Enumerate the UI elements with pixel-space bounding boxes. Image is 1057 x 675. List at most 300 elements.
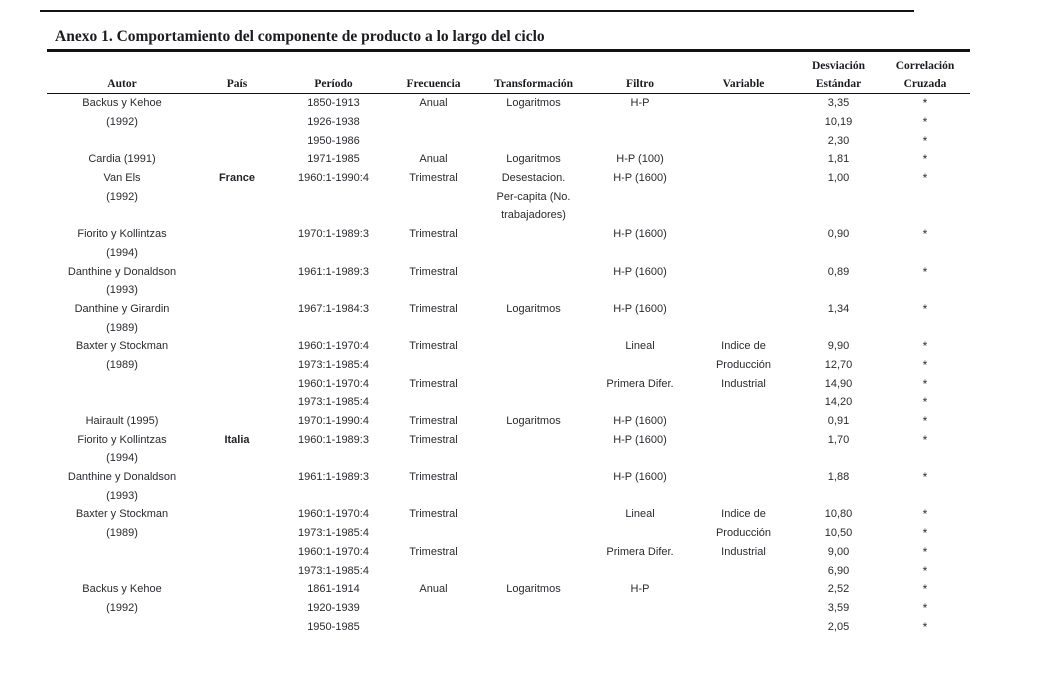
row3-cell-filtro <box>590 131 690 150</box>
row15-cell-periodo: 1973:1-1985:4 <box>298 358 369 371</box>
row7-cell-transformacion: trabajadores) <box>501 209 566 222</box>
top-horizontal-rule <box>40 10 914 12</box>
row26-cell-desviacion_estandar: 6,90 <box>827 564 850 577</box>
row13-cell-pais <box>197 318 277 337</box>
row18-cell-filtro: H-P (1600) <box>613 415 667 428</box>
row29-cell-periodo: 1950-1985 <box>307 620 360 633</box>
row17-cell-filtro <box>590 393 690 412</box>
row20-cell-correlacion_cruzada <box>880 449 970 468</box>
row11-cell-periodo <box>277 281 390 300</box>
row14-cell-frecuencia: Trimestral <box>409 340 458 353</box>
row6-cell-pais <box>197 187 277 206</box>
row8-cell-variable <box>690 225 797 244</box>
row22-cell-correlacion_cruzada <box>880 486 970 505</box>
row18-cell-transformacion: Logaritmos <box>506 415 561 428</box>
row19-cell-pais: Italia <box>224 433 250 446</box>
row23-cell-filtro: Lineal <box>625 508 655 521</box>
header1-cell-transformacion <box>477 51 590 73</box>
row3-cell-transformacion <box>477 131 590 150</box>
row24-cell-variable: Producción <box>715 527 772 540</box>
row21-cell-transformacion <box>477 468 590 487</box>
row2-cell-autor: (1992) <box>106 116 138 129</box>
row23-cell-pais <box>197 505 277 524</box>
header1-cell-filtro <box>590 51 690 73</box>
row22-cell-variable <box>690 486 797 505</box>
row16-cell-variable: Industrial <box>721 377 766 390</box>
row19-cell-transformacion <box>477 430 590 449</box>
row27-cell-variable <box>690 580 797 599</box>
row22-cell-transformacion <box>477 486 590 505</box>
row8-cell-filtro: H-P (1600) <box>613 228 667 241</box>
row16-cell-pais <box>197 374 277 393</box>
row16-cell-desviacion_estandar: 14,90 <box>824 377 853 390</box>
row10-cell-frecuencia: Trimestral <box>409 265 458 278</box>
row23-cell-frecuencia: Trimestral <box>409 508 458 521</box>
row24-cell-periodo: 1973:1-1985:4 <box>298 527 369 540</box>
row16-cell-autor <box>47 374 197 393</box>
table-row <box>47 244 970 263</box>
row12-cell-transformacion: Logaritmos <box>506 302 561 315</box>
row15-cell-filtro <box>590 356 690 375</box>
row20-cell-frecuencia <box>390 449 477 468</box>
header-row-1 <box>47 51 970 73</box>
row12-cell-desviacion_estandar: 1,34 <box>827 302 850 315</box>
row26-cell-autor <box>47 561 197 580</box>
row22-cell-pais <box>197 486 277 505</box>
row25-cell-variable: Industrial <box>721 545 766 558</box>
row14-cell-filtro: Lineal <box>625 340 655 353</box>
row26-cell-frecuencia <box>390 561 477 580</box>
row26-cell-pais <box>197 561 277 580</box>
header-row-2 <box>47 72 970 94</box>
row5-cell-transformacion: Desestacion. <box>501 172 566 185</box>
row4-cell-variable <box>690 150 797 169</box>
row29-cell-filtro <box>590 617 690 636</box>
row12-cell-frecuencia: Trimestral <box>409 302 458 315</box>
row19-cell-filtro: H-P (1600) <box>613 433 667 446</box>
row19-cell-periodo: 1960:1-1989:3 <box>298 433 369 446</box>
row12-cell-variable <box>690 300 797 319</box>
row18-cell-frecuencia: Trimestral <box>409 415 458 428</box>
header1-cell-variable <box>690 51 797 73</box>
row21-cell-filtro: H-P (1600) <box>613 471 667 484</box>
table-row <box>47 225 970 244</box>
row7-cell-frecuencia <box>390 206 477 225</box>
table-row <box>47 187 970 206</box>
row1-cell-filtro: H-P <box>630 97 650 110</box>
row29-cell-desviacion_estandar: 2,05 <box>827 620 850 633</box>
header2-cell-pais: País <box>197 72 277 94</box>
row8-cell-pais <box>197 225 277 244</box>
header1-cell-periodo <box>277 51 390 73</box>
row8-cell-transformacion <box>477 225 590 244</box>
row22-cell-desviacion_estandar <box>797 486 880 505</box>
row12-cell-periodo: 1967:1-1984:3 <box>298 302 369 315</box>
row2-cell-desviacion_estandar: 10,19 <box>824 116 853 129</box>
row3-cell-periodo: 1950-1986 <box>307 134 360 147</box>
row22-cell-periodo <box>277 486 390 505</box>
header1-cell-frecuencia <box>390 51 477 73</box>
row21-cell-correlacion_cruzada: * <box>922 470 928 485</box>
row16-cell-filtro: Primera Difer. <box>606 377 674 390</box>
row2-cell-variable <box>690 113 797 132</box>
row4-cell-frecuencia: Anual <box>419 153 448 166</box>
row15-cell-autor: (1989) <box>106 358 138 371</box>
row19-cell-desviacion_estandar: 1,70 <box>827 433 850 446</box>
header2-cell-periodo: Período <box>277 72 390 94</box>
row24-cell-filtro <box>590 524 690 543</box>
row13-cell-filtro <box>590 318 690 337</box>
row10-cell-variable <box>690 262 797 281</box>
row19-cell-correlacion_cruzada: * <box>922 432 928 447</box>
row3-cell-desviacion_estandar: 2,30 <box>827 134 850 147</box>
table-row <box>47 430 970 449</box>
row14-cell-transformacion <box>477 337 590 356</box>
row20-cell-filtro <box>590 449 690 468</box>
table-row <box>47 486 970 505</box>
row11-cell-frecuencia <box>390 281 477 300</box>
row10-cell-correlacion_cruzada: * <box>922 264 928 279</box>
row27-cell-transformacion: Logaritmos <box>506 583 561 596</box>
table-row <box>47 449 970 468</box>
row23-cell-correlacion_cruzada: * <box>922 507 928 522</box>
row16-cell-frecuencia: Trimestral <box>409 377 458 390</box>
row8-cell-autor: Fiorito y Kollintzas <box>77 228 167 241</box>
row22-cell-frecuencia <box>390 486 477 505</box>
row21-cell-pais <box>197 468 277 487</box>
row19-cell-frecuencia: Trimestral <box>409 433 458 446</box>
row15-cell-transformacion <box>477 356 590 375</box>
row11-cell-correlacion_cruzada <box>880 281 970 300</box>
row14-cell-autor: Baxter y Stockman <box>75 340 169 353</box>
header2-cell-correlacion_cruzada: Cruzada <box>880 72 970 94</box>
row4-cell-transformacion: Logaritmos <box>506 153 561 166</box>
row20-cell-autor: (1994) <box>106 452 138 465</box>
row29-cell-frecuencia <box>390 617 477 636</box>
row24-cell-pais <box>197 524 277 543</box>
row15-cell-frecuencia <box>390 356 477 375</box>
row23-cell-autor: Baxter y Stockman <box>75 508 169 521</box>
row10-cell-periodo: 1961:1-1989:3 <box>298 265 369 278</box>
table-row <box>47 337 970 356</box>
row12-cell-pais <box>197 300 277 319</box>
row23-cell-desviacion_estandar: 10,80 <box>824 508 853 521</box>
row24-cell-desviacion_estandar: 10,50 <box>824 527 853 540</box>
row2-cell-correlacion_cruzada: * <box>922 115 928 130</box>
row29-cell-correlacion_cruzada: * <box>922 619 928 634</box>
table-title: Anexo 1. Comportamiento del componente de producto a lo largo del ciclo <box>55 28 545 45</box>
row1-cell-correlacion_cruzada: * <box>922 96 928 111</box>
row21-cell-variable <box>690 468 797 487</box>
row5-cell-variable <box>690 169 797 188</box>
row25-cell-periodo: 1960:1-1970:4 <box>298 545 369 558</box>
row6-cell-transformacion: Per-capita (No. <box>496 190 571 203</box>
row9-cell-filtro <box>590 244 690 263</box>
row9-cell-autor: (1994) <box>106 246 138 259</box>
row6-cell-variable <box>690 187 797 206</box>
row4-cell-desviacion_estandar: 1,81 <box>827 153 850 166</box>
row25-cell-filtro: Primera Difer. <box>606 545 674 558</box>
row1-cell-autor: Backus y Kehoe <box>82 97 162 110</box>
row7-cell-correlacion_cruzada <box>880 206 970 225</box>
row17-cell-pais <box>197 393 277 412</box>
row10-cell-desviacion_estandar: 0,89 <box>827 265 850 278</box>
table-row <box>47 524 970 543</box>
row25-cell-desviacion_estandar: 9,00 <box>827 545 850 558</box>
table-row <box>47 505 970 524</box>
row28-cell-correlacion_cruzada: * <box>922 600 928 615</box>
row13-cell-periodo <box>277 318 390 337</box>
row17-cell-frecuencia <box>390 393 477 412</box>
row19-cell-autor: Fiorito y Kollintzas <box>77 433 167 446</box>
row10-cell-transformacion <box>477 262 590 281</box>
row28-cell-periodo: 1920-1939 <box>307 601 360 614</box>
row12-cell-filtro: H-P (1600) <box>613 302 667 315</box>
row29-cell-pais <box>197 617 277 636</box>
row25-cell-transformacion <box>477 543 590 562</box>
row14-cell-desviacion_estandar: 9,90 <box>827 340 850 353</box>
row2-cell-transformacion <box>477 113 590 132</box>
row18-cell-correlacion_cruzada: * <box>922 414 928 429</box>
row5-cell-filtro: H-P (1600) <box>613 172 667 185</box>
row18-cell-periodo: 1970:1-1990:4 <box>298 415 369 428</box>
table-row <box>47 580 970 599</box>
row25-cell-pais <box>197 543 277 562</box>
row24-cell-autor: (1989) <box>106 527 138 540</box>
row28-cell-frecuencia <box>390 599 477 618</box>
row19-cell-variable <box>690 430 797 449</box>
row13-cell-variable <box>690 318 797 337</box>
row15-cell-variable: Producción <box>715 358 772 371</box>
row21-cell-frecuencia: Trimestral <box>409 471 458 484</box>
row5-cell-periodo: 1960:1-1990:4 <box>298 172 369 185</box>
row4-cell-periodo: 1971-1985 <box>307 153 360 166</box>
row5-cell-pais: France <box>218 172 256 185</box>
header2-cell-autor: Autor <box>47 72 197 94</box>
table-row <box>47 543 970 562</box>
row8-cell-correlacion_cruzada: * <box>922 227 928 242</box>
row14-cell-correlacion_cruzada: * <box>922 339 928 354</box>
row18-cell-autor: Hairault (1995) <box>85 415 159 428</box>
row3-cell-frecuencia <box>390 131 477 150</box>
row28-cell-filtro <box>590 599 690 618</box>
row21-cell-autor: Danthine y Donaldson <box>67 471 177 484</box>
row17-cell-correlacion_cruzada: * <box>922 395 928 410</box>
row10-cell-autor: Danthine y Donaldson <box>67 265 177 278</box>
row17-cell-desviacion_estandar: 14,20 <box>824 396 853 409</box>
row13-cell-correlacion_cruzada <box>880 318 970 337</box>
row4-cell-filtro: H-P (100) <box>616 153 664 166</box>
row11-cell-filtro <box>590 281 690 300</box>
row14-cell-variable: Indice de <box>721 340 766 353</box>
row5-cell-correlacion_cruzada: * <box>922 171 928 186</box>
row18-cell-pais <box>197 412 277 431</box>
header1-cell-correlacion_cruzada: Correlación <box>895 60 955 72</box>
row3-cell-pais <box>197 131 277 150</box>
row27-cell-filtro: H-P <box>630 583 650 596</box>
row29-cell-transformacion <box>477 617 590 636</box>
row17-cell-periodo: 1973:1-1985:4 <box>298 396 369 409</box>
row6-cell-desviacion_estandar <box>797 187 880 206</box>
row17-cell-transformacion <box>477 393 590 412</box>
row25-cell-correlacion_cruzada: * <box>922 544 928 559</box>
row8-cell-periodo: 1970:1-1989:3 <box>298 228 369 241</box>
row3-cell-correlacion_cruzada: * <box>922 133 928 148</box>
row4-cell-pais <box>197 150 277 169</box>
row2-cell-frecuencia <box>390 113 477 132</box>
anexo-table <box>47 49 970 636</box>
row7-cell-filtro <box>590 206 690 225</box>
row23-cell-periodo: 1960:1-1970:4 <box>298 508 369 521</box>
table-row <box>47 412 970 431</box>
table-row <box>47 131 970 150</box>
row6-cell-periodo <box>277 187 390 206</box>
row28-cell-variable <box>690 599 797 618</box>
row26-cell-correlacion_cruzada: * <box>922 563 928 578</box>
table-row <box>47 262 970 281</box>
row27-cell-desviacion_estandar: 2,52 <box>827 583 850 596</box>
row27-cell-autor: Backus y Kehoe <box>82 583 162 596</box>
row7-cell-desviacion_estandar <box>797 206 880 225</box>
table-row <box>47 150 970 169</box>
row15-cell-correlacion_cruzada: * <box>922 357 928 372</box>
row15-cell-desviacion_estandar: 12,70 <box>824 358 853 371</box>
row24-cell-frecuencia <box>390 524 477 543</box>
row18-cell-variable <box>690 412 797 431</box>
row22-cell-autor: (1993) <box>106 489 138 502</box>
table-header <box>47 51 970 94</box>
table-row <box>47 300 970 319</box>
row8-cell-desviacion_estandar: 0,90 <box>827 228 850 241</box>
row23-cell-variable: Indice de <box>721 508 766 521</box>
row16-cell-periodo: 1960:1-1970:4 <box>298 377 369 390</box>
row11-cell-autor: (1993) <box>106 284 138 297</box>
row21-cell-periodo: 1961:1-1989:3 <box>298 471 369 484</box>
header2-cell-filtro: Filtro <box>590 72 690 94</box>
row28-cell-autor: (1992) <box>106 601 138 614</box>
row13-cell-frecuencia <box>390 318 477 337</box>
row20-cell-transformacion <box>477 449 590 468</box>
row9-cell-pais <box>197 244 277 263</box>
row13-cell-transformacion <box>477 318 590 337</box>
row18-cell-desviacion_estandar: 0,91 <box>827 415 850 428</box>
row7-cell-autor <box>47 206 197 225</box>
row9-cell-transformacion <box>477 244 590 263</box>
row10-cell-pais <box>197 262 277 281</box>
row16-cell-transformacion <box>477 374 590 393</box>
row1-cell-variable <box>690 94 797 113</box>
row27-cell-periodo: 1861-1914 <box>307 583 360 596</box>
row29-cell-autor <box>47 617 197 636</box>
row16-cell-correlacion_cruzada: * <box>922 376 928 391</box>
row28-cell-pais <box>197 599 277 618</box>
table-row <box>47 94 970 113</box>
row1-cell-frecuencia: Anual <box>419 97 448 110</box>
row12-cell-autor: Danthine y Girardin <box>74 302 170 315</box>
row11-cell-variable <box>690 281 797 300</box>
table-row <box>47 356 970 375</box>
row26-cell-periodo: 1973:1-1985:4 <box>298 564 369 577</box>
row1-cell-desviacion_estandar: 3,35 <box>827 97 850 110</box>
row1-cell-periodo: 1850-1913 <box>307 97 360 110</box>
header1-cell-autor <box>47 51 197 73</box>
header1-cell-pais <box>197 51 277 73</box>
table-row <box>47 599 970 618</box>
row20-cell-variable <box>690 449 797 468</box>
row8-cell-frecuencia: Trimestral <box>409 228 458 241</box>
row9-cell-frecuencia <box>390 244 477 263</box>
row11-cell-transformacion <box>477 281 590 300</box>
row21-cell-desviacion_estandar: 1,88 <box>827 471 850 484</box>
row5-cell-autor: Van Els <box>103 172 141 185</box>
row11-cell-pais <box>197 281 277 300</box>
row2-cell-filtro <box>590 113 690 132</box>
row26-cell-transformacion <box>477 561 590 580</box>
row11-cell-desviacion_estandar <box>797 281 880 300</box>
row15-cell-pais <box>197 356 277 375</box>
row6-cell-frecuencia <box>390 187 477 206</box>
row20-cell-pais <box>197 449 277 468</box>
row7-cell-periodo <box>277 206 390 225</box>
row4-cell-autor: Cardia (1991) <box>88 153 156 166</box>
row1-cell-transformacion: Logaritmos <box>506 97 561 110</box>
header2-cell-variable: Variable <box>690 72 797 94</box>
table-row <box>47 468 970 487</box>
row20-cell-desviacion_estandar <box>797 449 880 468</box>
row6-cell-filtro <box>590 187 690 206</box>
row25-cell-autor <box>47 543 197 562</box>
row24-cell-transformacion <box>477 524 590 543</box>
row25-cell-frecuencia: Trimestral <box>409 545 458 558</box>
row26-cell-filtro <box>590 561 690 580</box>
table-row <box>47 318 970 337</box>
row7-cell-variable <box>690 206 797 225</box>
row6-cell-correlacion_cruzada <box>880 187 970 206</box>
row3-cell-autor <box>47 131 197 150</box>
table-row <box>47 169 970 188</box>
row27-cell-correlacion_cruzada: * <box>922 582 928 597</box>
table-row <box>47 561 970 580</box>
row2-cell-pais <box>197 113 277 132</box>
row13-cell-autor: (1989) <box>106 321 138 334</box>
row17-cell-variable <box>690 393 797 412</box>
row28-cell-transformacion <box>477 599 590 618</box>
row14-cell-pais <box>197 337 277 356</box>
row3-cell-variable <box>690 131 797 150</box>
row2-cell-periodo: 1926-1938 <box>307 116 360 129</box>
row20-cell-periodo <box>277 449 390 468</box>
header1-cell-desviacion_estandar: Desviación <box>811 60 866 72</box>
row29-cell-variable <box>690 617 797 636</box>
row13-cell-desviacion_estandar <box>797 318 880 337</box>
row26-cell-variable <box>690 561 797 580</box>
table-row <box>47 617 970 636</box>
row23-cell-transformacion <box>477 505 590 524</box>
header2-cell-frecuencia: Frecuencia <box>390 72 477 94</box>
row5-cell-frecuencia: Trimestral <box>409 172 458 185</box>
table-row <box>47 393 970 412</box>
row1-cell-pais <box>197 94 277 113</box>
row9-cell-periodo <box>277 244 390 263</box>
header2-cell-transformacion: Transformación <box>477 72 590 94</box>
row6-cell-autor: (1992) <box>106 190 138 203</box>
row7-cell-pais <box>197 206 277 225</box>
table-body <box>47 94 970 636</box>
row9-cell-correlacion_cruzada <box>880 244 970 263</box>
row27-cell-frecuencia: Anual <box>419 583 448 596</box>
row17-cell-autor <box>47 393 197 412</box>
row22-cell-filtro <box>590 486 690 505</box>
